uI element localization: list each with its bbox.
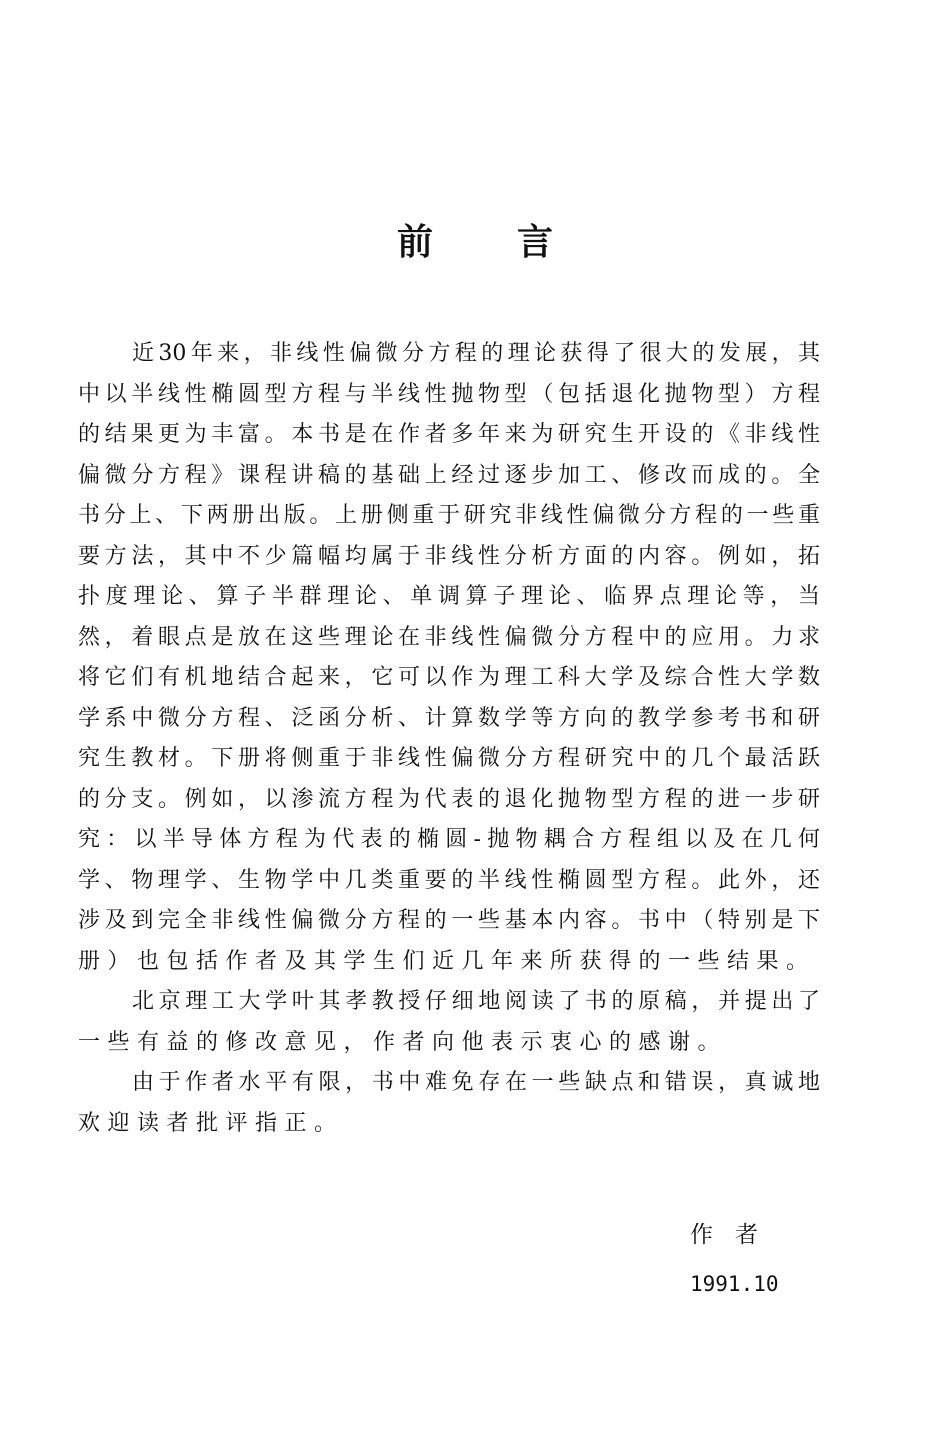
text-line: 学、物理学、生物学中几类重要的半线性椭圆型方程。此外，还 [78, 867, 820, 893]
text-line: 书分上、下两册出版。上册侧重于研究非线性偏微分方程的一些重 [78, 503, 820, 528]
text-line: 欢迎读者批评指正。 [78, 1110, 344, 1136]
page-title [0, 214, 950, 265]
author-signature: 作者 [690, 1222, 780, 1248]
preface-date: 1991.10 [690, 1272, 779, 1296]
text-line: 偏微分方程》课程讲稿的基础上经过逐步加工、修改而成的。全 [78, 462, 820, 488]
text-line: 一些有益的修改意见，作者向他表示衷心的感谢。 [78, 1029, 728, 1055]
text-line: 的分支。例如，以渗流方程为代表的退化抛物型方程的进一步研 [78, 786, 820, 812]
text-line: 近30年来，非线性偏微分方程的理论获得了很大的发展，其 [132, 341, 820, 366]
paragraph [78, 982, 820, 1063]
paragraph [78, 334, 820, 982]
text-line: 北京理工大学叶其孝教授仔细地阅读了书的原稿，并提出了 [132, 989, 820, 1014]
text-line: 究：以半导体方程为代表的椭圆-抛物耦合方程组以及在几何 [78, 827, 820, 852]
text-line: 要方法，其中不少篇幅均属于非线性分析方面的内容。例如，拓 [78, 543, 820, 569]
text-line: 将它们有机地结合起来，它可以作为理工科大学及综合性大学数 [78, 665, 820, 690]
text-line: 中以半线性椭圆型方程与半线性抛物型（包括退化抛物型）方程 [78, 381, 820, 407]
text-line: 由于作者水平有限，书中难免存在一些缺点和错误，真诚地 [132, 1070, 820, 1095]
paragraph [78, 1063, 820, 1144]
text-line: 册）也包括作者及其学生们近几年来所获得的一些结果。 [78, 948, 816, 974]
text-line: 涉及到完全非线性偏微分方程的一些基本内容。书中（特别是下 [78, 908, 820, 933]
text-line: 扑度理论、算子半群理论、单调算子理论、临界点理论等，当 [78, 584, 820, 609]
title-char: 言 [517, 221, 554, 263]
preface-body [78, 334, 820, 1144]
text-line: 究生教材。下册将侧重于非线性偏微分方程研究中的几个最活跃 [78, 746, 820, 771]
title-char: 前 [396, 221, 433, 263]
text-line: 然，着眼点是放在这些理论在非线性偏微分方程中的应用。力求 [78, 624, 820, 650]
text-line: 学系中微分方程、泛函分析、计算数学等方向的教学参考书和研 [78, 705, 820, 731]
text-line: 的结果更为丰富。本书是在作者多年来为研究生开设的《非线性 [78, 422, 820, 447]
